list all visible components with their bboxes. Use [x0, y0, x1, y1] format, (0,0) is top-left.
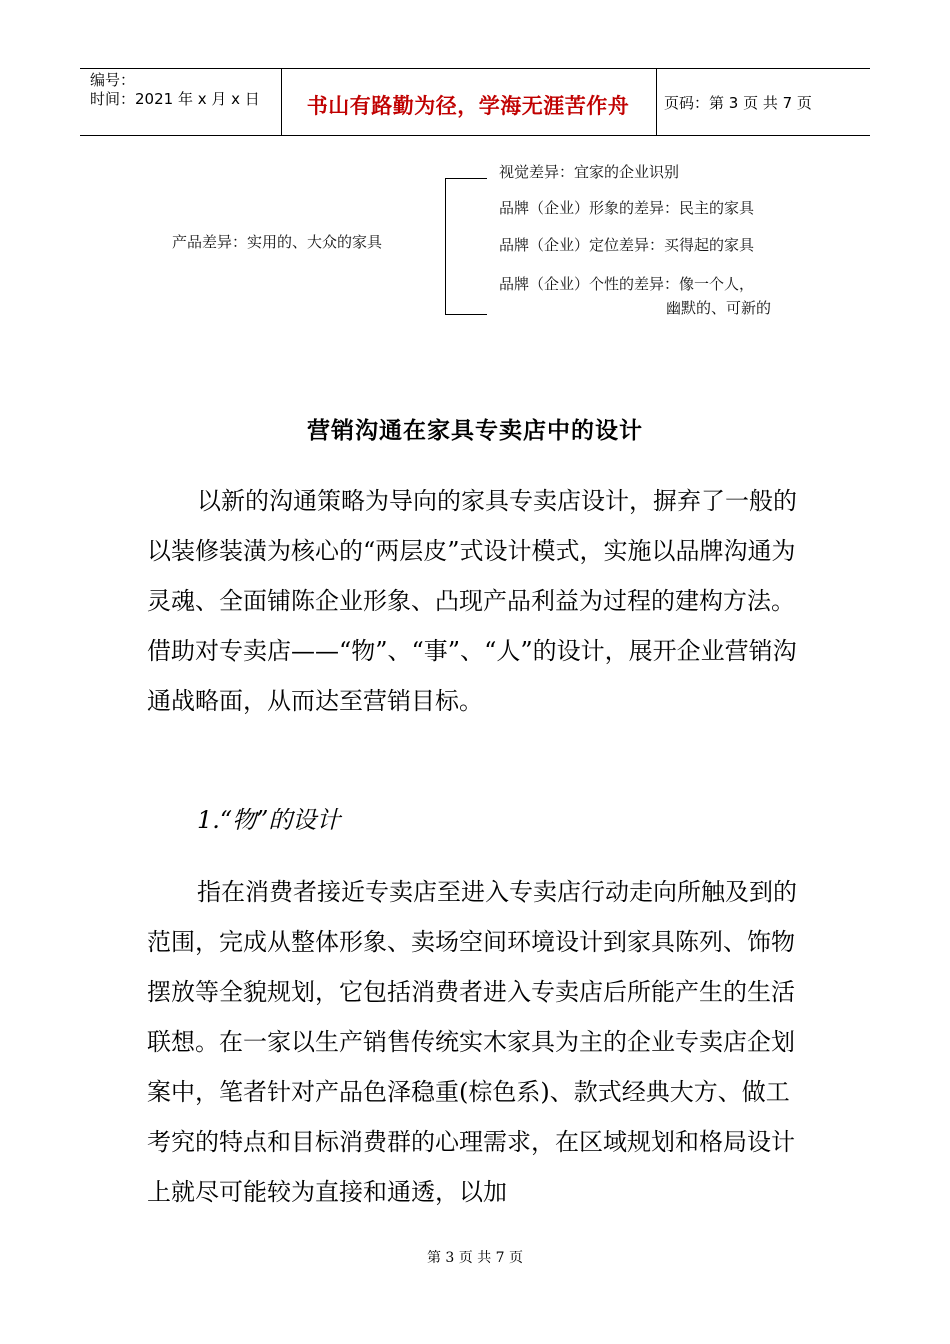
- section-heading: 1.“物”的设计: [197, 806, 341, 834]
- paragraph-1-text: 以新的沟通策略为导向的家具专卖店设计，摒弃了一般的以装修装潢为核心的“两层皮”式设计模式，实施以品牌沟通为灵魂、全面铺陈企业形象、凸现产品利益为过程的建构方法。借助对专卖店——“物”、“事”、“人”的设计，展开企业营销沟通战略面，从而达至营销目标。: [147, 487, 797, 715]
- diagram-branch: 视觉差异：宜家的企业识别: [499, 163, 680, 181]
- header-top-border: [80, 68, 870, 69]
- article-title: 营销沟通在家具专卖店中的设计: [307, 417, 643, 444]
- article-paragraph-1: [147, 476, 807, 726]
- header-divider-right: [656, 68, 657, 136]
- header-bottom-border: [80, 135, 870, 136]
- article-paragraph-2: [147, 867, 807, 1217]
- header-motto: 书山有路勤为径，学海无涯苦作舟: [306, 94, 630, 118]
- diagram-bracket-top: [445, 178, 487, 179]
- diagram-branch: 品牌（企业）定位差异：买得起的家具: [499, 236, 755, 254]
- document-date: 时间：2021 年 x 月 x 日: [90, 90, 260, 108]
- diagram-bracket: [445, 178, 446, 315]
- diagram-branch-continuation: 幽默的、可新的: [666, 299, 772, 317]
- diagram-branch: 品牌（企业）形象的差异：民主的家具: [499, 199, 755, 217]
- paragraph-2-text: 指在消费者接近专卖店至进入专卖店行动走向所触及到的范围，完成从整体形象、卖场空间环境设计到家具陈列、饰物摆放等全貌规划，它包括消费者进入专卖店后所能产生的生活联想。在一家以生产销售传统实木家具为主的企业专卖店企划案中，笔者针对产品色泽稳重(棕色系)、款式经典大方、做工考究的特点和目标消费群的心理需求，在区域规划和格局设计上就尽可能较为直接和通透，以加: [147, 878, 797, 1206]
- diagram-root-label: 产品差异：实用的、大众的家具: [172, 233, 383, 251]
- document-number-label: 编号：: [90, 71, 136, 89]
- page-footer: 第 3 页 共 7 页: [426, 1250, 524, 1266]
- diagram-bracket-bottom: [445, 314, 487, 315]
- header-page-info: 页码：第 3 页 共 7 页: [664, 94, 812, 112]
- diagram-branch: 品牌（企业）个性的差异：像一个人，: [499, 275, 755, 293]
